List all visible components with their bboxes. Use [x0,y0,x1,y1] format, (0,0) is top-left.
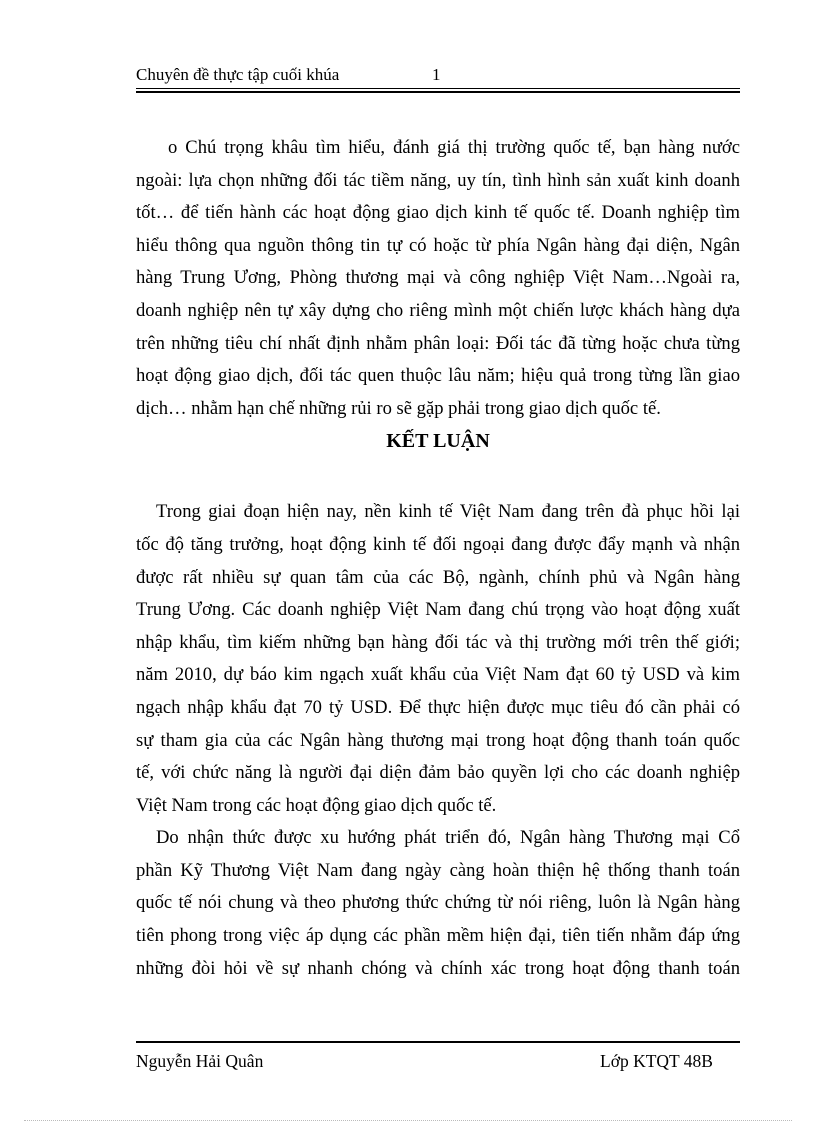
header-page-number: 1 [432,65,441,84]
page-header [136,64,740,88]
document-body [136,132,740,985]
text-line: hiểu thông qua nguồn thông tin tự có hoặc từ phía Ngân hàng đại diện, Ngân [136,234,740,256]
text-line: trên những tiêu chí nhất định nhằm phân loại: Đối tác đã từng hoặc chưa từng [136,332,740,354]
text-line: o Chú trọng khâu tìm hiểu, đánh giá thị trường quốc tế, bạn hàng nước [168,137,740,158]
conclusion-paragraph-2 [136,822,740,985]
footer-class: Lớp KTQT 48B [600,1051,713,1071]
header-title: Chuyên đề thực tập cuối khúa [136,65,340,84]
text-line: Do nhận thức được xu hướng phát triển đó, Ngân hàng Thương mại Cổ [156,827,740,849]
text-line: tiên phong trong việc áp dụng các phần mềm hiện đại, tiên tiến nhằm đáp ứng [136,925,740,947]
spacer [136,459,740,496]
text-line: phần Kỹ Thương Việt Nam đang ngày càng hoàn thiện hệ thống thanh toán [136,859,740,881]
conclusion-paragraph-1 [136,496,740,822]
text-line: Việt Nam trong các hoạt động giao dịch quốc tế. [136,794,497,816]
bullet-paragraph [136,132,740,425]
text-line: Trong giai đoạn hiện nay, nền kinh tế Việt Nam đang trên đà phục hồi lại [156,501,740,523]
text-line: hoạt động giao dịch, đối tác quen thuộc lâu năm; hiệu quả trong từng lần giao [136,365,740,387]
text-line: hàng Trung Ương, Phòng thương mại và công nghiệp Việt Nam…Ngoài ra, [136,267,740,289]
text-line: ngạch nhập khẩu đạt 70 tỷ USD. Để thực hiện được mục tiêu đó cần phải có [136,696,740,718]
text-line: được rất nhiều sự quan tâm của các Bộ, ngành, chính phủ và Ngân hàng [136,566,740,588]
page-edge [24,1120,792,1121]
section-heading: KẾT LUẬN [386,430,490,453]
text-line: năm 2010, dự báo kim ngạch xuất khẩu của Việt Nam đạt 60 tỷ USD và kim [136,664,740,686]
text-line: tốc độ tăng trưởng, hoạt động kinh tế đối ngoại đang được đẩy mạnh và nhận [136,533,740,555]
text-line: tế, với chức năng là người đại diện đảm bảo quyền lợi cho các doanh nghiệp [136,762,740,784]
text-line: tốt… để tiến hành các hoạt động giao dịch kinh tế quốc tế. Doanh nghiệp tìm [136,202,740,224]
text-line: sự tham gia của các Ngân hàng thương mại trong hoạt động thanh toán quốc [136,729,740,751]
text-line: ngoài: lựa chọn những đối tác tiềm năng, uy tín, tình hình sản xuất kinh doanh [136,169,740,191]
text-line: dịch… nhằm hạn chế những rủi ro sẽ gặp phải trong giao dịch quốc tế. [136,397,661,419]
text-line: Trung Ương. Các doanh nghiệp Việt Nam đang chú trọng vào hoạt động xuất [136,599,740,621]
text-line: nhập khẩu, tìm kiếm những bạn hàng đối tác và thị trường mới trên thế giới; [136,631,740,653]
footer-author: Nguyễn Hải Quân [136,1051,264,1071]
text-line: quốc tế nói chung và theo phương thức chứng từ nói riêng, luôn là Ngân hàng [136,892,740,914]
header-rule [136,88,740,93]
text-line: những đòi hỏi về sự nhanh chóng và chính xác trong hoạt động thanh toán [136,957,740,979]
footer-rule [136,1041,740,1043]
text-line: doanh nghiệp nên tự xây dựng cho riêng mình một chiến lược khách hàng dựa [136,299,740,321]
